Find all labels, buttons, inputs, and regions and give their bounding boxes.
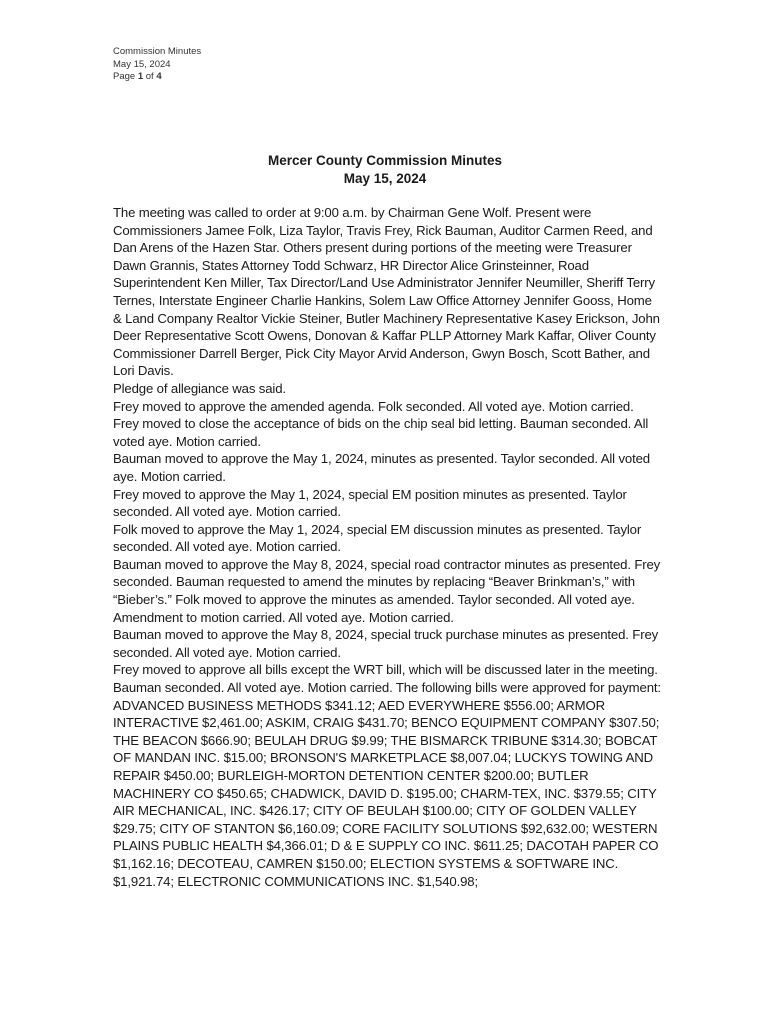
header-page-number xyxy=(113,71,201,84)
paragraph-minutes-motion: Bauman moved to approve the May 1, 2024, minutes as presented. Taylor seconded. All voted aye. Motion carried. xyxy=(113,451,650,484)
paragraph-em-position-motion: Frey moved to approve the May 1, 2024, special EM position minutes as presented. Taylor seconded. All voted aye. Motion carried. xyxy=(113,486,627,520)
page-of: of xyxy=(145,71,154,82)
page-prefix: Page xyxy=(113,71,136,82)
header-date: May 15, 2024 xyxy=(113,58,171,70)
paragraph-call-to-order: The meeting was called to order at 9:00 a.m. by Chairman Gene Wolf. Present were Commissioners Jamee Folk, Liza Taylor, Travis Frey, Rick Bauman, Auditor Carmen Reed, and Dan Arens of the Hazen Star. Others present during portions of the meeting were Treasurer Dawn Grannis, States Attorney Todd Schwarz, HR Director Alice Grinsteinner, Road Superintendent Ken Miller, Tax Director/Land Use Administrator Jennifer Neumiller, Sheriff Terry Ternes, Interstate Engineer Charlie Hankins, Solem Law Office Attorney Jennifer Gooss, Home & Land Company Realtor Vickie Steiner, Butler Machinery Representative Kasey Erickson, John Deer Representative Scott Owens, Donovan & Kaffar PLLP Attorney Mark Kaffar, Oliver County Commissioner Darrell Berger, Pick City Mayor Arvid Anderson, Gwyn Bosch, Scott Bather, and Lori Davis. xyxy=(113,205,660,379)
paragraph-road-contractor-motion: Bauman moved to approve the May 8, 2024, special road contractor minutes as presented. Frey seconded. Bauman requested to amend the minutes by replacing “Beaver Brinkman’s,” with “Bieber’s.” Folk moved to approve the minutes as amended. Taylor seconded. All voted aye. Amendment to motion carried. All voted aye. Motion carried. xyxy=(113,556,661,625)
header-doc-label: Commission Minutes xyxy=(113,46,202,57)
page-current: 1 xyxy=(137,71,144,82)
paragraph-bills-motion: Frey moved to approve all bills except the WRT bill, which will be discussed later in the meeting. Bauman seconded. All voted aye. Motion carried. The following bills were approved for payment: ADVANCED BUSINESS METHODS $341.12; AED EVERYWHERE $556.00; ARMOR INTERACTIVE $2,461.00; ASKIM, CRAIG $431.70; BENCO EQUIPMENT COMPANY $307.50; THE BEACON $666.90; BEULAH DRUG $9.99; THE BISMARCK TRIBUNE $314.30; BOBCAT OF MANDAN INC. $15.00; BRONSON'S MARKETPLACE $8,007.04; LUCKYS TOWING AND REPAIR $450.00; BURLEIGH-MORTON DETENTION CENTER $200.00; BUTLER MACHINERY CO $450.65; CHADWICK, DAVID D. $195.00; CHARM-TEX, INC. $379.55; CITY AIR MECHANICAL, INC. $426.17; CITY OF BEULAH $100.00; CITY OF GOLDEN VALLEY $29.75; CITY OF STANTON $6,160.09; CORE FACILITY SOLUTIONS $92,632.00; WESTERN PLAINS PUBLIC HEALTH $4,366.01; D & E SUPPLY CO INC. $611.25; DACOTAH PAPER CO $1,162.16; DECOTEAU, CAMREN $150.00; ELECTION SYSTEMS & SOFTWARE INC. $1,921.74; ELECTRONIC COMMUNICATIONS INC. $1,540.98; xyxy=(113,662,661,889)
page-header xyxy=(113,46,201,84)
paragraph-truck-purchase-motion: Bauman moved to approve the May 8, 2024, special truck purchase minutes as presented. Frey seconded. All voted aye. Motion carried. xyxy=(113,627,659,660)
paragraph-em-discussion-motion: Folk moved to approve the May 1, 2024, special EM discussion minutes as presented. Taylor seconded. All voted aye. Motion carried. xyxy=(113,521,642,555)
page-total: 4 xyxy=(156,71,162,82)
document-title xyxy=(0,152,770,188)
title-line-2: May 15, 2024 xyxy=(343,171,427,186)
minutes-body xyxy=(113,204,663,890)
paragraph-agenda-motion: Frey moved to approve the amended agenda. Folk seconded. All voted aye. Motion carried. xyxy=(113,398,634,414)
paragraph-bid-motion: Frey moved to close the acceptance of bids on the chip seal bid letting. Bauman seconded. All voted aye. Motion carried. xyxy=(113,416,649,449)
paragraph-pledge: Pledge of allegiance was said. xyxy=(113,380,286,396)
title-line-1: Mercer County Commission Minutes xyxy=(267,153,503,168)
